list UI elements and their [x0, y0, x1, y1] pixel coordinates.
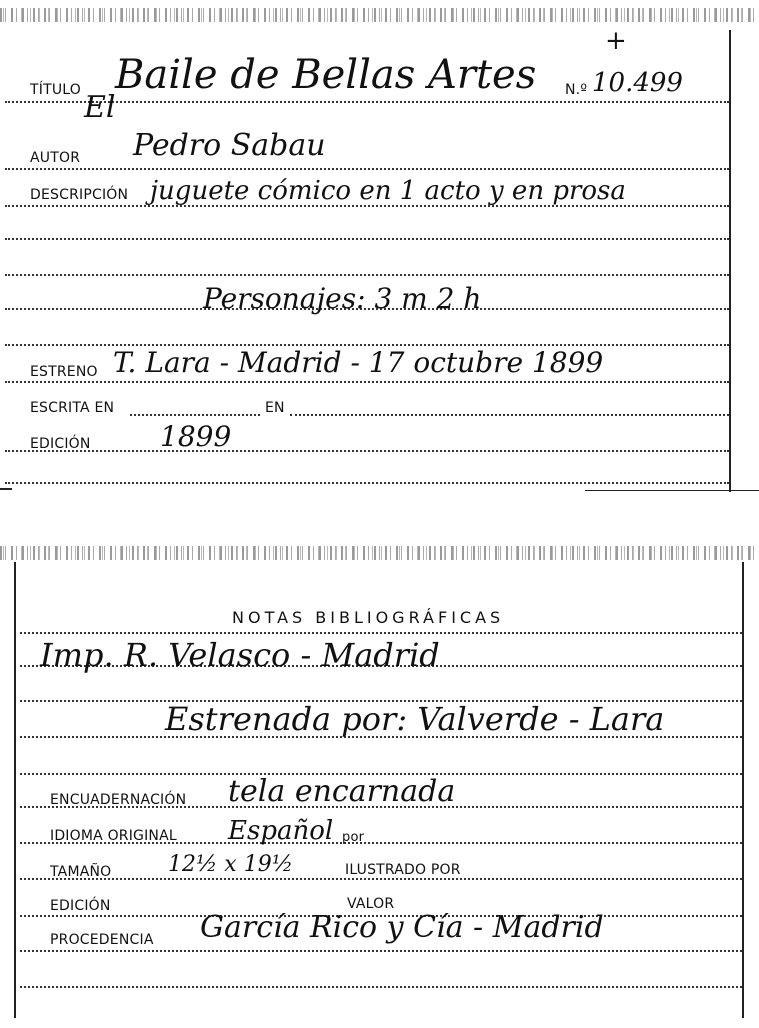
ruled-line — [5, 168, 729, 170]
numero-label: N.º — [565, 82, 588, 98]
ruled-line — [5, 238, 729, 240]
descripcion-handwritten: juguete cómico en 1 acto y en prosa — [150, 176, 626, 206]
escrita-en-label: ESCRITA EN — [30, 400, 115, 416]
card-right-border — [742, 562, 744, 1018]
procedencia-handwritten: García Rico y Cía - Madrid — [200, 910, 604, 945]
ruled-line — [20, 950, 742, 952]
numero-handwritten: 10.499 — [592, 68, 683, 98]
card-bottom-edge-left — [0, 488, 12, 490]
edicion-handwritten: 1899 — [160, 420, 232, 453]
ruled-line — [290, 414, 729, 416]
ruled-line — [20, 878, 742, 880]
idioma-handwritten: Español — [228, 816, 334, 846]
card-top-edge — [0, 546, 759, 560]
ruled-line — [20, 632, 742, 634]
ruled-line — [5, 381, 729, 383]
por-label: por — [342, 830, 365, 845]
catalog-card-front — [0, 0, 759, 492]
autor-label: AUTOR — [30, 150, 81, 166]
en-label: EN — [265, 400, 285, 416]
ruled-line — [5, 450, 729, 452]
articulo-handwritten: El — [84, 90, 116, 125]
notas-heading: NOTAS BIBLIOGRÁFICAS — [232, 608, 505, 627]
autor-handwritten: Pedro Sabau — [133, 128, 326, 163]
imprenta-handwritten: Imp. R. Velasco - Madrid — [40, 636, 440, 674]
ilustrado-por-label: ILUSTRADO POR — [345, 862, 461, 878]
edicion-label: EDICIÓN — [30, 436, 91, 452]
titulo-label: TÍTULO — [30, 82, 81, 98]
tamano-handwritten: 12½ x 19½ — [168, 852, 294, 877]
card-left-border — [14, 562, 16, 1018]
procedencia-label: PROCEDENCIA — [50, 932, 154, 948]
cross-mark: + — [605, 26, 627, 56]
edicion-label: EDICIÓN — [50, 898, 111, 914]
ruled-line — [5, 274, 729, 276]
titulo-handwritten: Baile de Bellas Artes — [115, 52, 537, 98]
card-right-border — [729, 30, 731, 492]
estrenada-handwritten: Estrenada por: Valverde - Lara — [165, 700, 665, 738]
ruled-line — [20, 986, 742, 988]
estreno-label: ESTRENO — [30, 364, 98, 380]
ruled-line — [5, 482, 729, 484]
personajes-handwritten: Personajes: 3 m 2 h — [203, 282, 482, 315]
tamano-label: TAMAÑO — [50, 864, 112, 880]
card-bottom-edge-right — [585, 490, 759, 491]
catalog-card-back — [0, 540, 759, 1028]
ruled-line — [130, 414, 260, 416]
estreno-handwritten: T. Lara - Madrid - 17 octubre 1899 — [113, 346, 604, 379]
encuadernacion-label: ENCUADERNACIÓN — [50, 792, 187, 808]
idioma-original-label: IDIOMA ORIGINAL — [50, 828, 177, 844]
card-top-edge — [0, 8, 759, 22]
valor-label: VALOR — [347, 896, 395, 912]
descripcion-label: DESCRIPCIÓN — [30, 187, 129, 203]
encuadernacion-handwritten: tela encarnada — [228, 774, 456, 809]
